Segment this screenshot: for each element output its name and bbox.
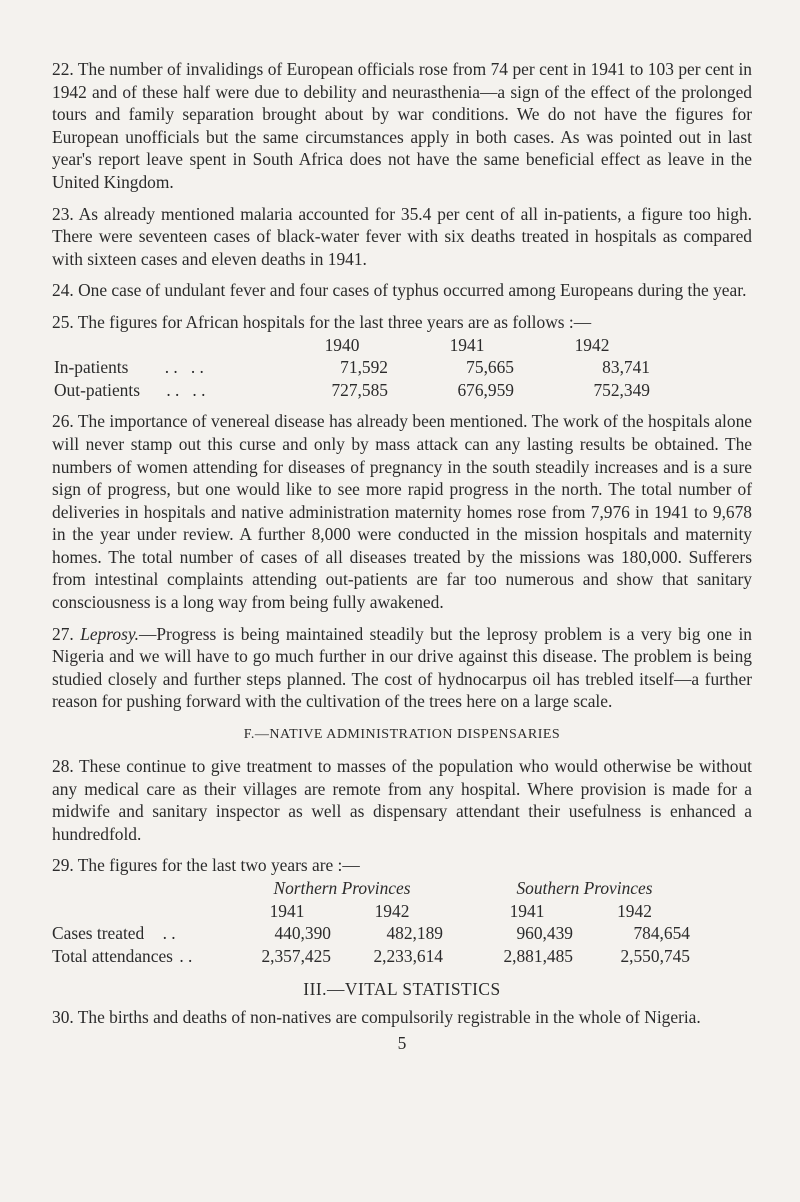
paragraph-30: 30. The births and deaths of non-natives are compulsorily registrable in the whole of Nigeria. (52, 1007, 701, 1028)
year-header: 1940 (324, 334, 360, 355)
paragraph-24: 24. One case of undulant fever and four cases of typhus occurred among Europeans during the year. (52, 280, 747, 301)
table-cell: 2,357,425 (261, 945, 331, 966)
paragraph-27-body: —Progress is being maintained steadily but the leprosy problem is a very big one in Nigeria and we will have to go much further in our drive against this disease. The problem is being studied closely and further steps planned. The cost of hydnocarpus oil has trebled itself—a further reason for pushing forward with the cultivation of the trees here on a large scale. (52, 623, 752, 712)
year-header: 1941 (509, 900, 545, 921)
paragraph-27-number: 27. (52, 623, 74, 644)
table-cell: 676,959 (457, 379, 514, 400)
paragraph-29: 29. The figures for the last two years are :— (52, 855, 360, 876)
table-cell: 440,390 (274, 923, 331, 944)
table-row (52, 922, 692, 945)
table-cell: 75,665 (466, 357, 514, 378)
northern-provinces-header: Northern Provinces (273, 878, 411, 898)
table-cell: 727,585 (331, 379, 388, 400)
table-row (52, 379, 652, 402)
paragraph-25: 25. The figures for African hospitals for the last three years are as follows :— (52, 311, 592, 332)
paragraph-27 (52, 623, 752, 713)
page-number: 5 (397, 1032, 407, 1053)
table-cell: 2,233,614 (373, 945, 443, 966)
leader-dots: . . (162, 923, 176, 944)
year-header: 1942 (617, 900, 652, 921)
year-header-row (52, 900, 692, 923)
table-header-row (52, 334, 652, 357)
paragraph-22: 22. The number of invalidings of European officials rose from 74 per cent in 1941 to 103 per cent in 1942 and of these half were due to debility and neurasthenia—a sign of the effect of the prolonged tours and family separation brought about by war conditions. We do not have the figures for European unofficials but the same circumstances apply in both cases. As was pointed out in last year's report leave spent in South Africa does not have the same beneficial effect as leave in the United Kingdom. (52, 59, 752, 192)
southern-provinces-header: Southern Provinces (516, 878, 653, 898)
year-header: 1942 (574, 334, 610, 355)
table-row (52, 356, 652, 379)
table-cell: 784,654 (633, 923, 690, 944)
dispensaries-table (52, 877, 692, 967)
leader-dots: . . . . (164, 357, 204, 378)
table-cell: 71,592 (340, 357, 388, 378)
table-row (52, 945, 692, 968)
paragraph-28: 28. These continue to give treatment to masses of the population who would otherwise be without any medical care as their villages are remote from any hospital. Where provision is made for a midwife and sanitary inspector as well as dispensary attendant their usefulness is enhanced a hundredfold. (52, 756, 752, 844)
leprosy-title: Leprosy. (80, 623, 139, 644)
paragraph-26: 26. The importance of venereal disease has already been mentioned. The work of the hospitals alone will never stamp out this curse and only by mass attack can any lasting results be obtained. The numbers of women attending for diseases of pregnancy in the south steadily increases and is a sure sign of progress, but one would like to see more rapid progress in the north. The total number of deliveries in hospitals and native administration maternity homes rose from 7,976 in 1941 to 9,678 in the year under review. A further 8,000 were conducted in the mission hospitals and maternity homes. The total number of cases of all diseases treated by the missions was 180,000. Sufferers from intestinal complaints attending out-patients are far too numerous and show that sanitary consciousness is a long way from being fully awakened. (52, 411, 752, 613)
table-cell: 83,741 (602, 357, 650, 378)
paragraph-23: 23. As already mentioned malaria accounted for 35.4 per cent of all in-patients, a figure too high. There were seventeen cases of black-water fever with six deaths treated in hospitals as compared with sixteen cases and eleven deaths in 1941. (52, 203, 752, 269)
table-cell: 752,349 (593, 379, 650, 400)
row-label: Total attendances (52, 945, 173, 966)
year-header: 1942 (374, 900, 410, 921)
table-cell: 482,189 (386, 923, 443, 944)
group-header-row (52, 877, 692, 900)
year-header: 1941 (449, 334, 485, 355)
section-f-heading: F.—NATIVE ADMINISTRATION DISPENSARIES (243, 727, 561, 743)
leader-dots: . . . . (166, 379, 206, 400)
row-label: In-patients (54, 357, 129, 378)
table-cell: 2,550,745 (620, 945, 690, 966)
row-label: Out-patients (54, 379, 140, 400)
table-cell: 2,881,485 (503, 945, 573, 966)
section-iii-heading: III.—VITAL STATISTICS (303, 979, 501, 1000)
african-hospitals-table (52, 334, 652, 402)
document-page (52, 58, 752, 1054)
row-label: Cases treated (52, 923, 145, 944)
year-header: 1941 (269, 900, 305, 921)
table-cell: 960,439 (516, 923, 573, 944)
leader-dots: . . (179, 945, 193, 966)
